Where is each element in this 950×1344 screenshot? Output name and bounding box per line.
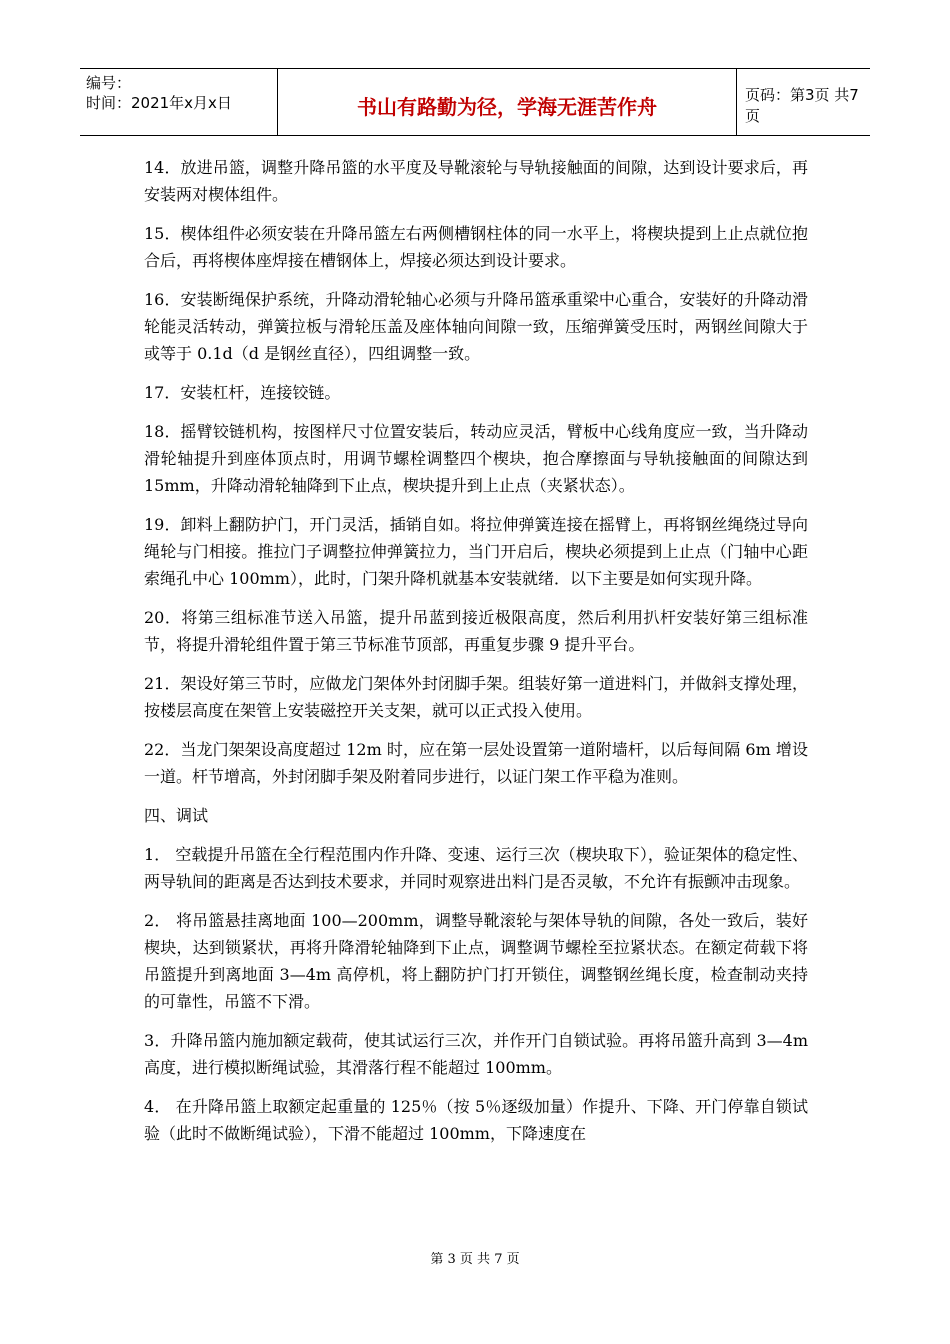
paragraph-18: 18．摇臂铰链机构，按图样尺寸位置安装后，转动应灵活，臂板中心线角度应一致，当升降动滑轮轴提升到座体顶点时，用调节螺栓调整四个楔块，抱合摩擦面与导轨接触面的间隙达到 15mm，升降动滑轮轴降到下止点，楔块提升到上止点（夹紧状态）。 xyxy=(144,422,808,495)
debug-step-2: 2． 将吊篮悬挂离地面 100—200mm，调整导靴滚轮与架体导轨的间隙，各处一致后，装好楔块，达到锁紧状，再将升降滑轮轴降到下止点，调整调节螺栓至拉紧状态。在额定荷载下将吊篮提升到离地面 3—4m 高停机，将上翻防护门打开锁住，调整钢丝绳长度，检查制动夹持的可靠性，吊篮不下滑。 xyxy=(144,911,808,1011)
document-number-label: 编号： xyxy=(86,74,132,92)
header-meta xyxy=(80,69,278,135)
debug-step-1: 1． 空载提升吊篮在全行程范围内作升降、变速、运行三次（楔块取下），验证架体的稳定性、两导轨间的距离是否达到技术要求，并同时观察进出料门是否灵敏，不允许有振颤冲击现象。 xyxy=(144,845,808,891)
page-header xyxy=(80,68,870,136)
debug-step-3: 3．升降吊篮内施加额定载荷，使其试运行三次，并作开门自锁试验。再将吊篮升高到 3—4m 高度，进行模拟断绳试验，其滑落行程不能超过 100mm。 xyxy=(144,1031,808,1077)
paragraph-15: 15．楔体组件必须安装在升降吊篮左右两侧槽钢柱体的同一水平上，将楔块提到上止点就位抱合后，再将楔体座焊接在槽钢体上，焊接必须达到设计要求。 xyxy=(144,224,808,270)
paragraph-16: 16．安装断绳保护系统，升降动滑轮轴心必须与升降吊篮承重梁中心重合，安装好的升降动滑轮能灵活转动，弹簧拉板与滑轮压盖及座体轴向间隙一致，压缩弹簧受压时，两钢丝间隙大于或等于 0.1d（d 是钢丝直径），四组调整一致。 xyxy=(144,290,808,363)
header-page-number: 页码：第3页 共7页 xyxy=(745,86,859,125)
date-label: 时间：2021年x月x日 xyxy=(86,94,232,112)
paragraph-19: 19．卸料上翻防护门，开门灵活，插销自如。将拉伸弹簧连接在摇臂上，再将钢丝绳绕过导向绳轮与门相接。推拉门子调整拉伸弹簧拉力，当门开启后，楔块必须提到上止点（门轴中心距索绳孔中心 100mm），此时，门架升降机就基本安装就绪．以下主要是如何实现升降。 xyxy=(144,515,808,588)
page-footer: 第 3 页 共 7 页 xyxy=(430,1252,520,1267)
paragraph-20: 20．将第三组标准节送入吊篮，提升吊蓝到接近极限高度，然后利用扒杆安装好第三组标准节，将提升滑轮组件置于第三节标准节顶部，再重复步骤 9 提升平台。 xyxy=(144,608,808,654)
paragraph-14: 14．放进吊篮，调整升降吊篮的水平度及导靴滚轮与导轨接触面的间隙，达到设计要求后，再安装两对楔体组件。 xyxy=(144,158,808,204)
document-body xyxy=(144,154,808,1159)
header-motto: 书山有路勤为径，学海无涯苦作舟 xyxy=(278,69,737,135)
section-heading-debugging: 四、调试 xyxy=(144,806,209,825)
paragraph-21: 21．架设好第三节时，应做龙门架体外封闭脚手架。组装好第一道进料门，并做斜支撑处理，按楼层高度在架管上安装磁控开关支架，就可以正式投入使用。 xyxy=(144,674,808,720)
debug-step-4: 4． 在升降吊篮上取额定起重量的 125％（按 5％逐级加量）作提升、下降、开门停靠自锁试验（此时不做断绳试验），下滑不能超过 100mm，下降速度在 xyxy=(144,1097,808,1143)
paragraph-22: 22．当龙门架架设高度超过 12m 时，应在第一层处设置第一道附墙杆，以后每间隔 6m 增设一道。杆节增高，外封闭脚手架及附着同步进行，以证门架工作平稳为准则。 xyxy=(144,740,808,786)
paragraph-17: 17．安装杠杆，连接铰链。 xyxy=(144,383,341,402)
